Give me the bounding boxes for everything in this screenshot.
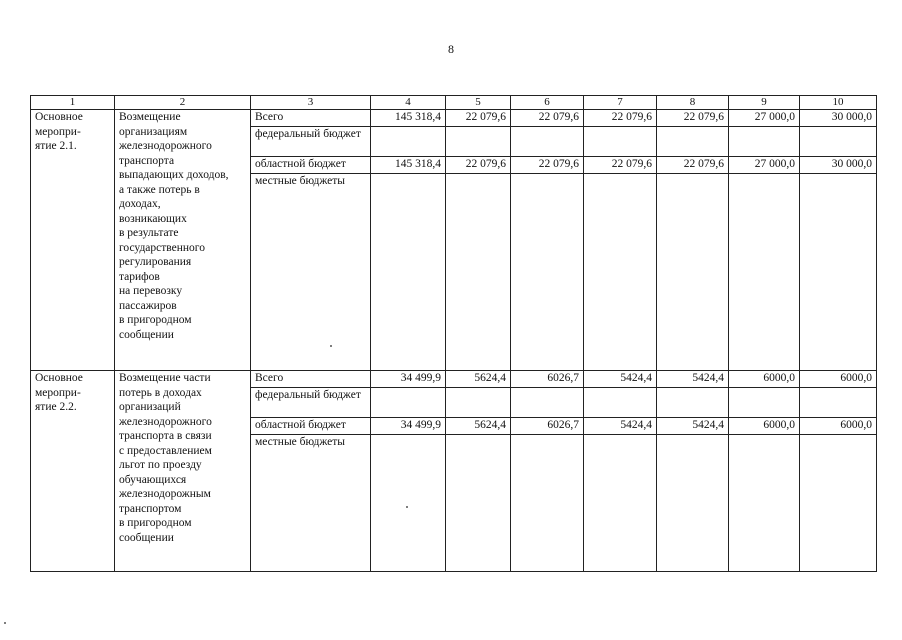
funding-value: 30 000,0 [800,110,877,127]
measure-description-line: потерь в доходах [119,386,202,399]
funding-value [511,127,584,157]
scan-speck [330,345,332,347]
funding-value: 22 079,6 [584,110,657,127]
column-header: 1 [31,96,115,110]
measure-description-line: в пригородном [119,517,192,529]
funding-value: 6026,7 [511,371,584,388]
funding-value [584,127,657,157]
measure-description-line: тарифов [119,270,160,283]
funding-value: 6000,0 [800,371,877,388]
measure-description [115,371,251,572]
funding-value: 5424,4 [657,418,729,435]
funding-source: местные бюджеты [251,174,371,371]
funding-value: 22 079,6 [584,157,657,174]
funding-value: 5424,4 [584,418,657,435]
measure-description-line: железнодорожным [119,488,211,500]
measure-code-line: ятие 2.1. [35,140,77,152]
funding-value: 22 079,6 [657,110,729,127]
funding-value [800,127,877,157]
funding-value: 5424,4 [584,371,657,388]
column-header: 7 [584,96,657,110]
column-header: 8 [657,96,729,110]
funding-value: 22 079,6 [446,157,511,174]
measure-description-line: льгот по проезду [119,459,202,471]
funding-value [729,435,800,572]
funding-value [511,174,584,371]
header-row [31,96,877,110]
column-header: 4 [371,96,446,110]
measure-description-line: железнодорожного [119,140,212,152]
funding-value [657,388,729,418]
measure-description-line: транспорта в связи [119,430,212,442]
funding-source: Всего [251,371,371,388]
funding-value [729,388,800,418]
measure-code-line: Основное [35,111,83,123]
funding-value [371,435,446,572]
column-header: 3 [251,96,371,110]
funding-source: Всего [251,110,371,127]
table-row [31,371,877,388]
funding-value: 5424,4 [657,371,729,388]
funding-value: 30 000,0 [800,157,877,174]
measure-code-line: ятие 2.2. [35,401,77,413]
funding-value [584,174,657,371]
measure-description [115,110,251,371]
column-header: 10 [800,96,877,110]
measure-code [31,371,115,572]
funding-source: местные бюджеты [251,435,371,572]
measure-description-line: Возмещение [119,111,181,123]
measure-description-line: возникающих [119,212,187,225]
funding-source: федеральный бюджет [251,127,371,157]
column-header: 2 [115,96,251,110]
funding-value [511,388,584,418]
measure-description-line: в результате [119,227,179,239]
funding-value [446,127,511,157]
funding-value [371,388,446,418]
funding-value: 145 318,4 [371,110,446,127]
funding-value: 34 499,9 [371,418,446,435]
measure-code [31,110,115,371]
funding-value [584,388,657,418]
funding-value [584,435,657,572]
measure-description-line: транспорта [119,154,175,167]
funding-value: 5624,4 [446,418,511,435]
funding-value [371,174,446,371]
funding-value [511,435,584,572]
funding-value [729,174,800,371]
measure-code-line: меропри- [35,125,81,138]
funding-value [800,174,877,371]
funding-value [800,388,877,418]
column-header: 9 [729,96,800,110]
funding-value: 22 079,6 [511,110,584,127]
measure-code-line: Основное [35,372,83,384]
funding-value [446,388,511,418]
scan-speck [406,506,408,508]
measure-description-line: сообщении [119,531,174,544]
funding-value [657,174,729,371]
funding-table [30,95,877,572]
funding-value [729,127,800,157]
measure-description-line: пассажиров [119,299,177,312]
funding-value: 6026,7 [511,418,584,435]
measure-description-line: доходах, [119,198,161,210]
funding-value: 22 079,6 [657,157,729,174]
measure-description-line: транспортом [119,502,182,515]
page-number: 8 [448,42,454,56]
measure-description-line: организациям [119,125,188,138]
funding-value: 27 000,0 [729,157,800,174]
measure-description-line: железнодорожного [119,415,212,428]
funding-value: 6000,0 [729,371,800,388]
funding-source: областной бюджет [251,157,371,174]
measure-description-line: на перевозку [119,285,183,297]
measure-description-line: выпадающих доходов, [119,169,229,181]
funding-value: 6000,0 [800,418,877,435]
funding-value [446,174,511,371]
measure-description-line: регулирования [119,256,192,268]
funding-source: федеральный бюджет [251,388,371,418]
measure-description-line: Возмещение части [119,372,211,384]
measure-description-line: а также потерь в [119,183,200,196]
funding-value: 22 079,6 [511,157,584,174]
funding-value: 6000,0 [729,418,800,435]
measure-code-line: меропри- [35,386,81,399]
measure-description-line: с предоставлением [119,444,212,457]
funding-value: 34 499,9 [371,371,446,388]
column-header: 6 [511,96,584,110]
measure-description-line: обучающихся [119,473,187,486]
column-header: 5 [446,96,511,110]
funding-value [446,435,511,572]
funding-value [657,127,729,157]
funding-value [371,127,446,157]
funding-source: областной бюджет [251,418,371,435]
measure-description-line: в пригородном [119,314,192,326]
table-row [31,110,877,127]
funding-value [800,435,877,572]
measure-description-line: организаций [119,401,181,413]
measure-description-line: государственного [119,241,205,254]
measure-description-line: сообщении [119,328,174,341]
funding-value [657,435,729,572]
funding-value: 5624,4 [446,371,511,388]
funding-value: 27 000,0 [729,110,800,127]
funding-value: 22 079,6 [446,110,511,127]
scan-speck [4,622,6,624]
funding-value: 145 318,4 [371,157,446,174]
